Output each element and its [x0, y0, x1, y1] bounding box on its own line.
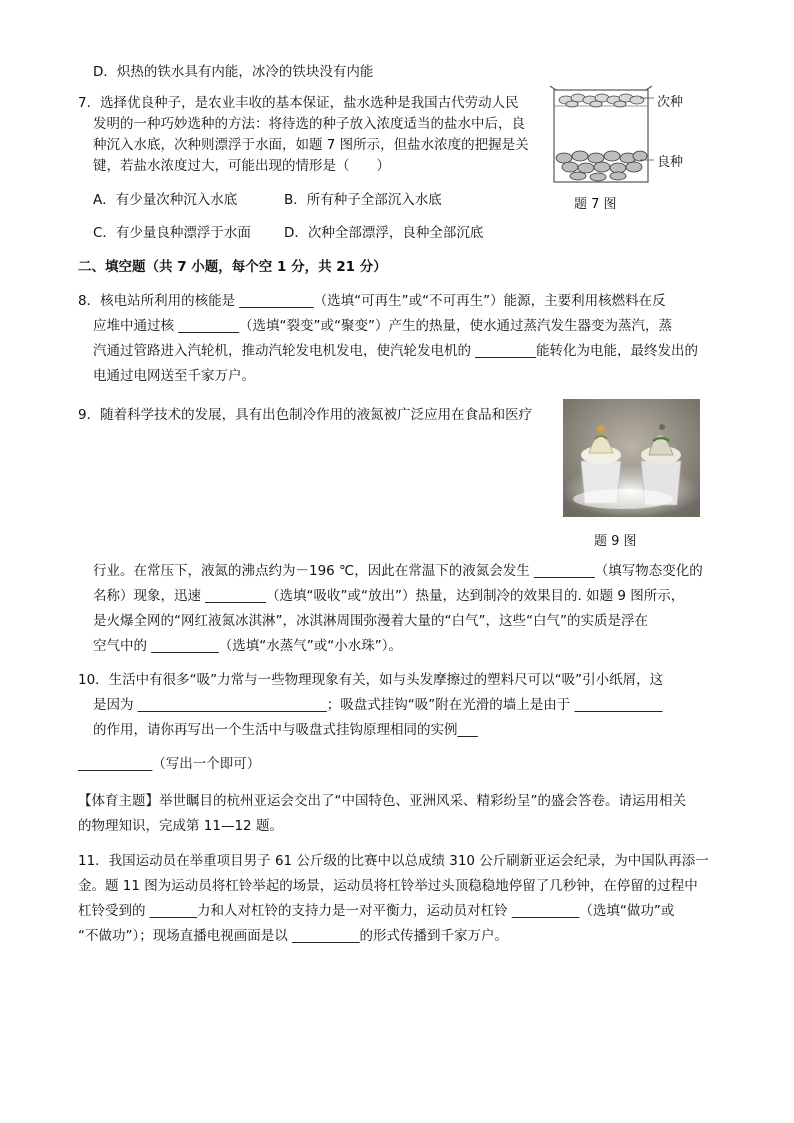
- q7-option-b: B．所有种子全部沉入水底: [284, 192, 442, 208]
- q7-stem-line4: 键，若盐水浓度过大，可能出现的情形是（ ）: [93, 158, 390, 174]
- sports-theme-line2: 的物理知识，完成第 11—12 题。: [78, 818, 283, 834]
- q9-line2: 行业。在常压下，液氮的沸点约为－196 ℃，因此在常温下的液氮会发生 _________（填写物态变化的: [93, 563, 703, 579]
- q10-line3: 的作用，请你再写出一个生活中与吸盘式挂钩原理相同的实例___: [93, 722, 478, 738]
- liquid-nitrogen-ice-cream-photo: [563, 399, 700, 517]
- q7-option-c: C．有少量良种漂浮于水面: [93, 225, 251, 241]
- figure-9-caption: 题 9 图: [594, 534, 637, 549]
- q9-line5: 空气中的 __________（选填“水蒸气”或“小水珠”）。: [93, 638, 403, 654]
- q7-stem-line1: 7．选择优良种子，是农业丰收的基本保证，盐水选种是我国古代劳动人民: [78, 95, 519, 111]
- q7-option-d: D．次种全部漂浮，良种全部沉底: [284, 225, 484, 241]
- beaker-illustration: [548, 76, 654, 184]
- q7-stem-line2: 发明的一种巧妙选种的方法：将待选的种子放入浓度适当的盐水中后，良: [93, 116, 525, 132]
- figure-7-label-good-seed: 良种: [657, 155, 684, 170]
- q8-line3: 汽通过管路进入汽轮机，推动汽轮发电机发电，使汽轮发电机的 _________能转化为电能，最终发出的: [93, 343, 699, 359]
- q11-line1: 11．我国运动员在举重项目男子 61 公斤级的比赛中以总成绩 310 公斤刷新亚运会纪录，为中国队再添一: [78, 853, 709, 869]
- q10-line4: ___________（写出一个即可）: [78, 756, 261, 772]
- q9-line3: 名称）现象，迅速 _________（选填“吸收”或“放出”）热量，达到制冷的效果目的. 如题 9 图所示，: [93, 588, 685, 604]
- figure-7-caption: 题 7 图: [574, 197, 617, 212]
- q9-line4: 是火爆全网的“网红液氮冰淇淋”，冰淇淋周围弥漫着大量的“白气”，这些“白气”的实质是浮在: [93, 613, 648, 629]
- q7-option-a: A．有少量次种沉入水底: [93, 192, 238, 208]
- q9-line1: 9．随着科学技术的发展，具有出色制冷作用的液氮被广泛应用在食品和医疗: [78, 407, 533, 423]
- q7-stem-line3: 种沉入水底，次种则漂浮于水面，如题 7 图所示，但盐水浓度的把握是关: [93, 137, 529, 153]
- figure-7-label-inferior-seed: 次种: [657, 95, 684, 110]
- q8-line1: 8．核电站所利用的核能是 ___________（选填“可再生”或“不可再生”）能源，主要利用核燃料在反: [78, 293, 666, 309]
- q6-option-d: D．炽热的铁水具有内能，冰冷的铁块没有内能: [93, 64, 374, 80]
- section-2-title: 二、填空题（共 7 小题，每个空 1 分，共 21 分）: [78, 259, 387, 275]
- q11-line4: “不做功”）；现场直播电视画面是以 __________的形式传播到千家万户。: [78, 928, 509, 944]
- q11-line2: 金。题 11 图为运动员将杠铃举起的场景，运动员将杠铃举过头顶稳稳地停留了几秒钟，在停留的过程中: [78, 878, 698, 894]
- sports-theme-line1: 【体育主题】举世瞩目的杭州亚运会交出了“中国特色、亚洲风采、精彩纷呈”的盛会答卷。请运用相关: [78, 793, 686, 809]
- q10-line2: 是因为 ____________________________；吸盘式挂钩“吸”附在光滑的墙上是由于 _____________: [93, 697, 663, 713]
- q11-line3: 杠铃受到的 _______力和人对杠铃的支持力是一对平衡力，运动员对杠铃 __________（选填“做功”或: [78, 903, 675, 919]
- figure-9-photo: [563, 399, 700, 517]
- q8-line4: 电通过电网送至千家万户。: [93, 368, 255, 384]
- q10-line1: 10．生活中有很多“吸”力常与一些物理现象有关，如与头发摩擦过的塑料尺可以“吸”引小纸屑，这: [78, 672, 664, 688]
- q8-line2: 应堆中通过核 _________（选填“裂变”或“聚变”）产生的热量，使水通过蒸汽发生器变为蒸汽，蒸: [93, 318, 673, 334]
- figure-7-beaker: [548, 76, 654, 184]
